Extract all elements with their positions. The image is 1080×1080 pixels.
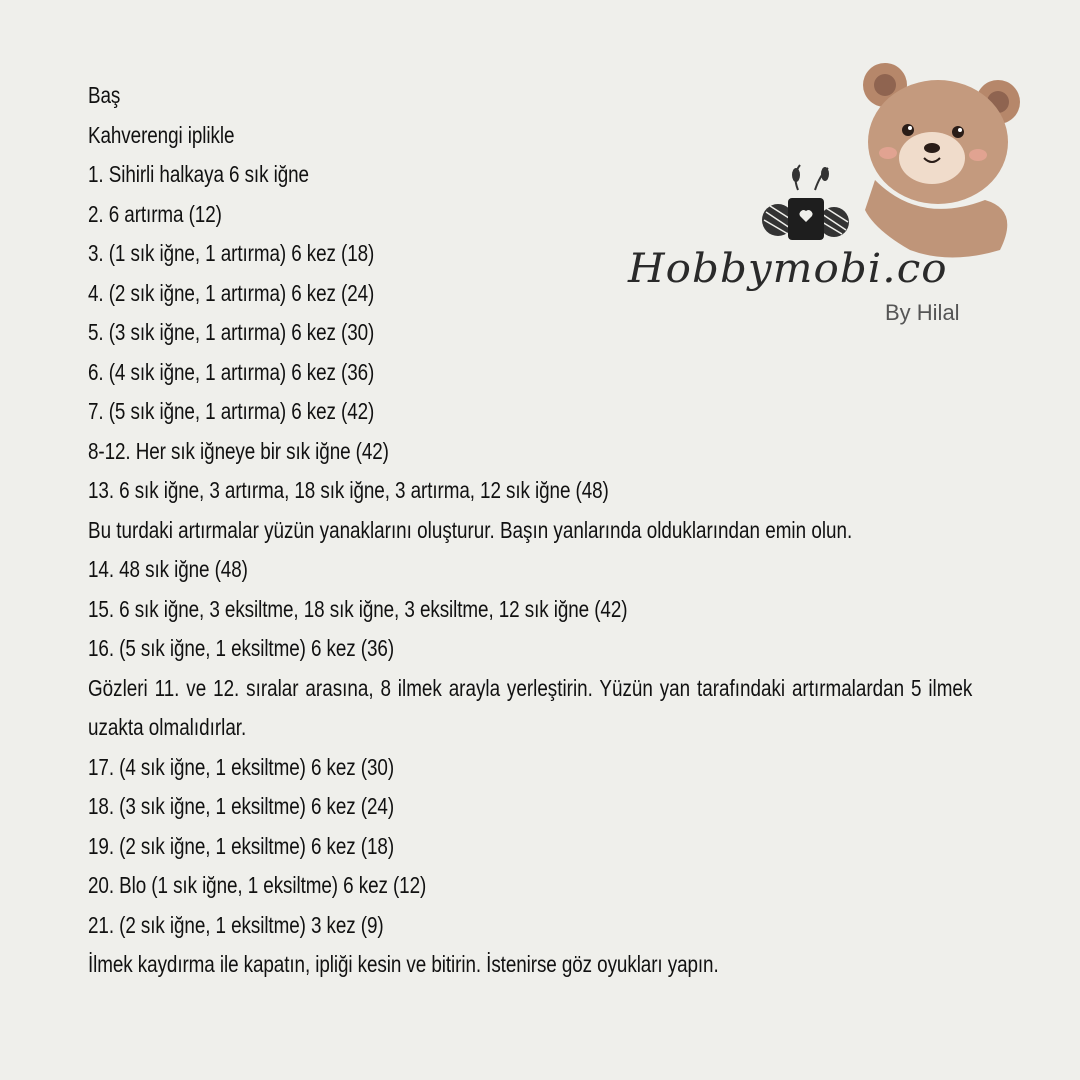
round-7: 7. (5 sık iğne, 1 artırma) 6 kez (42) bbox=[88, 398, 375, 424]
yarn-basket-icon bbox=[762, 165, 849, 240]
section-title: Baş bbox=[88, 82, 121, 108]
cheek-note: Bu turdaki artırmalar yüzün yanaklarını oluşturur. Başın yanlarında olduklarından emin olun. bbox=[88, 516, 853, 543]
round-2: 2. 6 artırma (12) bbox=[88, 200, 222, 227]
round-5: 5. (3 sık iğne, 1 artırma) 6 kez (30) bbox=[88, 319, 375, 345]
round-18: 18. (3 sık iğne, 1 eksiltme) 6 kez (24) bbox=[88, 793, 395, 819]
round-17: 17. (4 sık iğne, 1 eksiltme) 6 kez (30) bbox=[88, 753, 395, 780]
round-20: 20. Blo (1 sık iğne, 1 eksiltme) 6 kez (12) bbox=[88, 872, 427, 898]
round-19: 19. (2 sık iğne, 1 eksiltme) 6 kez (18) bbox=[88, 832, 395, 859]
round-15: 15. 6 sık iğne, 3 eksiltme, 18 sık iğne, 3 eksiltme, 12 sık iğne (42) bbox=[88, 595, 628, 622]
teddy-bear-icon bbox=[863, 63, 1020, 258]
round-4: 4. (2 sık iğne, 1 artırma) 6 kez (24) bbox=[88, 279, 375, 306]
round-21: 21. (2 sık iğne, 1 eksiltme) 3 kez (9) bbox=[88, 911, 384, 938]
round-3: 3. (1 sık iğne, 1 artırma) 6 kez (18) bbox=[88, 240, 375, 266]
rounds-8-12: 8-12. Her sık iğneye bir sık iğne (42) bbox=[88, 437, 389, 464]
round-13: 13. 6 sık iğne, 3 artırma, 18 sık iğne, 3 artırma, 12 sık iğne (48) bbox=[88, 477, 609, 503]
brand-name: Hobbymobi.co bbox=[628, 246, 948, 292]
round-6: 6. (4 sık iğne, 1 artırma) 6 kez (36) bbox=[88, 358, 375, 385]
eye-note: Gözleri 11. ve 12. sıralar arasına, 8 ilmek arayla yerleştirin. Yüzün yan tarafındaki artırmalardan 5 ilmek uzakta olmalıdırlar. bbox=[88, 674, 973, 740]
round-1: 1. Sihirli halkaya 6 sık iğne bbox=[88, 161, 309, 187]
finishing-note: İlmek kaydırma ile kapatın, ipliği kesin ve bitirin. İstenirse göz oyukları yapın. bbox=[88, 951, 719, 977]
yarn-note: Kahverengi iplikle bbox=[88, 121, 235, 148]
brand-byline: By Hilal bbox=[885, 300, 960, 325]
brand-logo bbox=[620, 50, 1040, 340]
round-16: 16. (5 sık iğne, 1 eksiltme) 6 kez (36) bbox=[88, 635, 395, 661]
round-14: 14. 48 sık iğne (48) bbox=[88, 556, 248, 582]
